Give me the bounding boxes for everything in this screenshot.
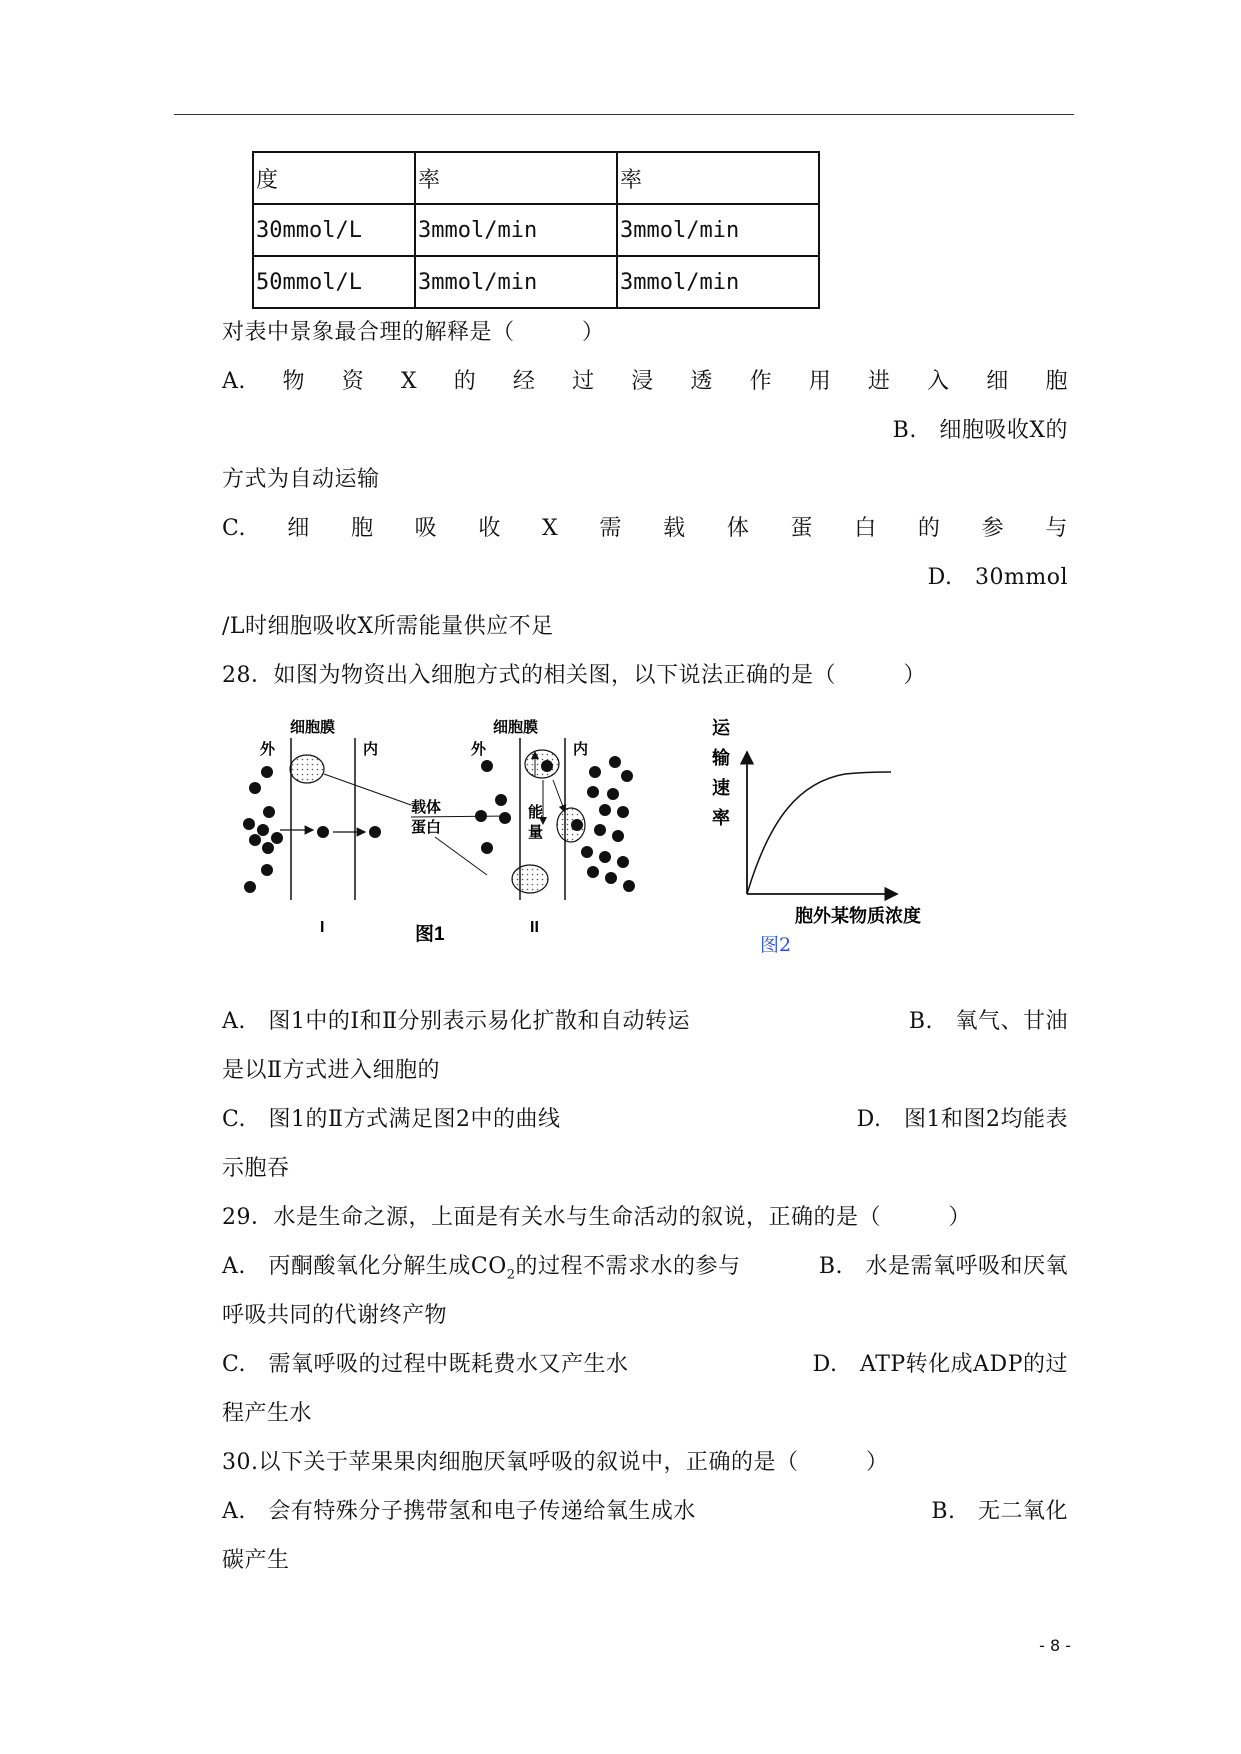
carrier-label-2: 蛋白: [411, 819, 442, 836]
table-cell: 3mmol/min: [415, 204, 617, 256]
q30-option-a: A. 会有特殊分子携带氢和电子传递给氧生成水: [222, 1499, 696, 1524]
fig1-roman-1: I: [320, 919, 325, 936]
char: 物: [282, 369, 306, 394]
char: 胞: [1045, 369, 1068, 394]
q29-option-a-post: 的过程不需求水的参与: [515, 1254, 741, 1279]
fig1-membrane-label-2: 细胞膜: [493, 719, 539, 736]
char: 用: [808, 369, 832, 394]
q29-option-d-cont: 程产生水: [222, 1401, 313, 1426]
char: 蛋: [790, 516, 814, 541]
header-rule: [174, 114, 1074, 115]
char: 收: [478, 516, 501, 541]
q28-option-c: C. 图1的Ⅱ方式满足图2中的曲线: [222, 1107, 561, 1132]
char: 作: [749, 369, 773, 394]
q28-stem: 28．如图为物资出入细胞方式的相关图，以下说法正确的是（ ）: [222, 663, 926, 688]
fig1-outside-label-2: 外: [471, 741, 487, 758]
char: X: [400, 369, 418, 394]
fig2-caption: 图2: [760, 934, 792, 956]
char: 入: [927, 369, 950, 394]
subscript: 2: [506, 1267, 516, 1283]
table-row: [253, 256, 819, 308]
q27-option-b-cont: 方式为自动运输: [222, 467, 380, 492]
q27-option-d-cont: /L时细胞吸收X所需能量供应不足: [222, 614, 554, 639]
table-cell: 3mmol/min: [617, 256, 819, 308]
char: 吸: [414, 516, 438, 541]
table-cell: 30mmol/L: [253, 204, 415, 256]
q30-option-b-cont: 碳产生: [222, 1548, 290, 1573]
q29-option-d: D. ATP转化成ADP的过: [812, 1352, 1068, 1377]
q28-option-d: D. 图1和图2均能表: [856, 1107, 1068, 1132]
q29-option-a: [222, 1252, 741, 1290]
q29-option-a-pre: A. 丙酮酸氧化分解生成CO: [222, 1254, 507, 1279]
fig1-outside-label-1: 外: [260, 741, 276, 758]
char: X: [542, 516, 559, 541]
fig2-ylabel-1: 运: [712, 718, 730, 738]
char: 经: [512, 369, 536, 394]
char: 白: [854, 516, 877, 541]
fig1-inside-label-1: 内: [363, 741, 379, 758]
char: 细: [986, 369, 1009, 394]
table-cell: 50mmol/L: [253, 256, 415, 308]
q28-option-b-cont: 是以Ⅱ方式进入细胞的: [222, 1058, 440, 1083]
char: 透: [690, 369, 713, 394]
table-cell: 率: [617, 152, 819, 204]
fig1-panel-1: [243, 718, 381, 936]
q27-stem: 对表中景象最合理的解释是（ ）: [222, 320, 605, 345]
char: 过: [572, 369, 595, 394]
char: 细: [287, 516, 310, 541]
carrier-label-1: 载体: [411, 799, 442, 816]
table-cell: 3mmol/min: [415, 256, 617, 308]
q29-stem: 29．水是生命之源，上面是有关水与生命活动的叙说，正确的是（ ）: [222, 1205, 971, 1230]
fig2-curve: [747, 772, 891, 894]
fig1-energy-label-2: 量: [528, 824, 544, 841]
char: A.: [222, 369, 246, 394]
fig2-chart: [711, 718, 921, 956]
char: 需: [599, 516, 622, 541]
fig2-ylabel-2: 输: [712, 748, 730, 768]
char: 资: [341, 369, 365, 394]
fig1-membrane-label-1: 细胞膜: [290, 719, 336, 736]
table-cell: 率: [415, 152, 617, 204]
fig2-ylabel-4: 率: [712, 808, 730, 828]
char: 进: [867, 369, 891, 394]
fig2-ylabel-3: 速: [712, 778, 730, 798]
fig1-energy-label-1: 能: [528, 804, 544, 821]
fig1-inside-label-2: 内: [573, 741, 589, 758]
char: 浸: [631, 369, 654, 394]
char: 的: [453, 369, 477, 394]
fig1-caption: 图1: [415, 924, 445, 945]
table-cell: 度: [253, 152, 415, 204]
q29-option-c: C. 需氧呼吸的过程中既耗费水又产生水: [222, 1352, 629, 1377]
char: 胞: [350, 516, 374, 541]
molecules: [475, 756, 635, 892]
q28-option-d-cont: 示胞吞: [222, 1156, 290, 1181]
q27-option-d: D. 30mmol: [927, 565, 1068, 590]
q27-option-a: [222, 367, 1068, 397]
carrier-protein: [290, 755, 324, 783]
char: 载: [663, 516, 686, 541]
page-number: - 8 -: [1039, 1636, 1071, 1655]
fig1-roman-2: II: [530, 919, 539, 936]
q28-figure: [225, 712, 965, 972]
carrier-protein: [512, 865, 548, 893]
char: 参: [981, 516, 1005, 541]
data-table: [252, 151, 820, 309]
char: 与: [1045, 516, 1068, 541]
q28-option-a: A. 图1中的Ⅰ和Ⅱ分别表示易化扩散和自动转运: [222, 1009, 691, 1034]
q30-stem: 30.以下关于苹果果肉细胞厌氧呼吸的叙说中，正确的是（ ）: [222, 1450, 889, 1475]
char: 体: [726, 516, 750, 541]
fig1-panel-2: [471, 718, 635, 936]
char: 的: [917, 516, 941, 541]
q29-option-b: B. 水是需氧呼吸和厌氧: [818, 1254, 1068, 1279]
q28-option-b: B. 氧气、甘油: [908, 1009, 1068, 1034]
table-row: [253, 152, 819, 204]
char: C.: [222, 516, 247, 541]
q27-option-c: [222, 514, 1068, 544]
q29-option-b-cont: 呼吸共同的代谢终产物: [222, 1303, 448, 1328]
table-row: [253, 204, 819, 256]
q27-option-b: B. 细胞吸收X的: [892, 418, 1068, 443]
table-cell: 3mmol/min: [617, 204, 819, 256]
q30-option-b: B. 无二氧化: [931, 1499, 1068, 1524]
fig2-xlabel: 胞外某物质浓度: [795, 906, 921, 926]
